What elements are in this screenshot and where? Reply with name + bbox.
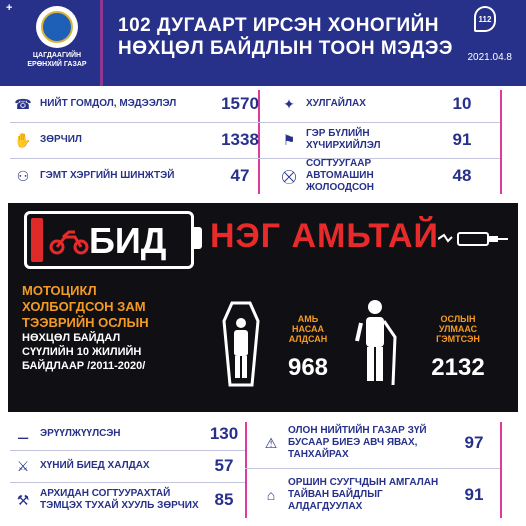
phone-icon: ☎ <box>14 95 32 112</box>
stat-value: 130 <box>209 424 239 443</box>
public-urination-icon: ⚠ <box>264 434 278 451</box>
campaign-line: БАЙДЛААР /2011-2020/ <box>22 360 146 372</box>
stat-violations <box>10 122 258 158</box>
page-title-line2: НӨХЦӨЛ БАЙДЛЫН ТООН МЭДЭЭ <box>118 38 453 59</box>
charging-plug-icon <box>438 229 508 249</box>
stat-value: 97 <box>464 433 484 452</box>
deaths-label-line3: АЛДСАН <box>288 334 328 344</box>
hotline-112-icon: 112 <box>474 6 496 32</box>
drunk-person-icon: ⚊ <box>16 425 30 442</box>
right-edge-divider <box>500 90 502 194</box>
injured-label-line2: УЛМААС <box>438 324 478 334</box>
motorcycle-icon <box>49 226 89 256</box>
house-disturbance-icon: ⌂ <box>266 487 276 503</box>
deaths-label-line2: НАСАА <box>291 324 325 334</box>
stat-criminal <box>10 158 258 194</box>
campaign-line: НӨХЦӨЛ БАЙДАЛ <box>22 332 121 344</box>
injured-person-icon <box>353 297 401 387</box>
injured-value: 2132 <box>431 354 485 381</box>
deaths-label <box>276 314 340 344</box>
stat-value: 1338 <box>221 130 259 149</box>
stat-label: НИЙТ ГОМДОЛ, МЭДЭЭЛЭЛ <box>40 98 177 109</box>
stat-total-complaints <box>10 86 258 122</box>
org-name-line2: ЕРӨНХИЙ ГАЗАР <box>27 61 87 68</box>
campaign-line: СҮҮЛИЙН 10 ЖИЛИЙН <box>22 346 142 358</box>
campaign-line: ХОЛБОГДСОН ЗАМ <box>22 299 146 314</box>
stat-value: 91 <box>464 485 484 504</box>
assault-icon: ⚔ <box>16 457 30 474</box>
injured-label <box>408 314 508 344</box>
battery-terminal <box>194 227 202 249</box>
coffin-icon <box>222 301 260 387</box>
campaign-we: БИД <box>89 220 167 261</box>
stat-drunk-driving <box>276 158 500 194</box>
stat-label: ГЭР БҮЛИЙН ХҮЧИРХИЙЛЭЛ <box>306 128 381 151</box>
header-banner <box>0 0 526 86</box>
battery-low-fill <box>31 218 43 262</box>
stat-value: 47 <box>230 166 250 185</box>
stat-label: СОГТУУГААР АВТОМАШИН ЖОЛООДСОН <box>306 158 374 193</box>
report-date: 2021.04.8 <box>467 52 512 63</box>
deaths-value: 968 <box>287 354 329 381</box>
stat-public-misconduct <box>258 418 500 468</box>
police-logo-block <box>12 6 102 69</box>
page-title-line1: 102 ДУГААРТ ИРСЭН ХОНОГИЙН <box>118 15 439 36</box>
bottom-stats <box>10 418 516 522</box>
stat-sobering <box>10 418 245 450</box>
campaign-line: МОТОЦИКЛ <box>22 283 97 298</box>
right-edge-divider <box>500 422 502 518</box>
stat-value: 85 <box>214 490 234 509</box>
stat-label: ЭРҮҮЛЖҮҮЛСЭН <box>40 428 121 439</box>
drunk-driving-icon: ⛒ <box>281 167 297 184</box>
stat-label: ОЛОН НИЙТИЙН ГАЗАР ЗҮЙ БУСААР БИЕЭ АВЧ ЯВАХ, ТАНХАЙРАХ <box>288 425 427 460</box>
org-name-line1: ЦАГДААГИЙН <box>32 52 82 59</box>
theft-icon: ✦ <box>283 95 295 112</box>
top-stats <box>10 86 516 198</box>
police-emblem-icon <box>36 6 78 48</box>
page-title <box>118 14 453 60</box>
deaths-label-line1: АМЬ <box>297 314 319 324</box>
stat-value: 57 <box>214 456 234 475</box>
campaign-slogan: НЭГ АМЬТАЙ <box>210 217 439 255</box>
injured-label-line1: ОСЛЫН <box>440 314 476 324</box>
stat-value: 91 <box>452 130 472 149</box>
stat-alcohol-law <box>10 482 245 518</box>
motorcycle-campaign-panel <box>8 203 518 412</box>
stat-disturbance <box>258 470 500 520</box>
battery-frame <box>24 211 194 269</box>
org-name <box>12 51 102 69</box>
plus-mark: + <box>6 2 13 14</box>
gavel-icon: ⚒ <box>16 491 30 508</box>
stat-theft <box>276 86 500 122</box>
stat-label: ГЭМТ ХЭРГИЙН ШИНЖТЭЙ <box>40 170 175 181</box>
stat-label: ЗӨРЧИЛ <box>40 134 82 145</box>
stat-label: ХУЛГАЙЛАХ <box>306 98 366 109</box>
stat-domestic-violence <box>276 122 500 158</box>
stat-assault <box>10 450 245 482</box>
stat-value: 10 <box>452 94 472 113</box>
domestic-violence-icon: ⚑ <box>282 131 296 148</box>
campaign-description <box>22 283 222 373</box>
row-divider <box>245 468 500 469</box>
violation-icon: ✋ <box>14 131 32 148</box>
stat-value: 1570 <box>221 94 259 113</box>
investigation-icon: ⚇ <box>16 167 30 184</box>
campaign-line: ТЭЭВРИЙН ОСЛЫН <box>22 315 149 330</box>
stat-label: ХҮНИЙ БИЕД ХАЛДАХ <box>40 460 150 471</box>
stat-value: 48 <box>452 166 472 185</box>
stat-label: ОРШИН СУУГЧДЫН АМГАЛАН ТАЙВАН БАЙДЛЫГ АЛДАГДУУЛАХ <box>288 477 439 512</box>
stat-label: АРХИДАН СОГТУУРАХТАЙ ТЭМЦЭХ ТУХАЙ ХУУЛЬ ЗӨРЧИХ <box>40 488 199 511</box>
injured-label-line3: ГЭМТСЭН <box>436 334 480 344</box>
